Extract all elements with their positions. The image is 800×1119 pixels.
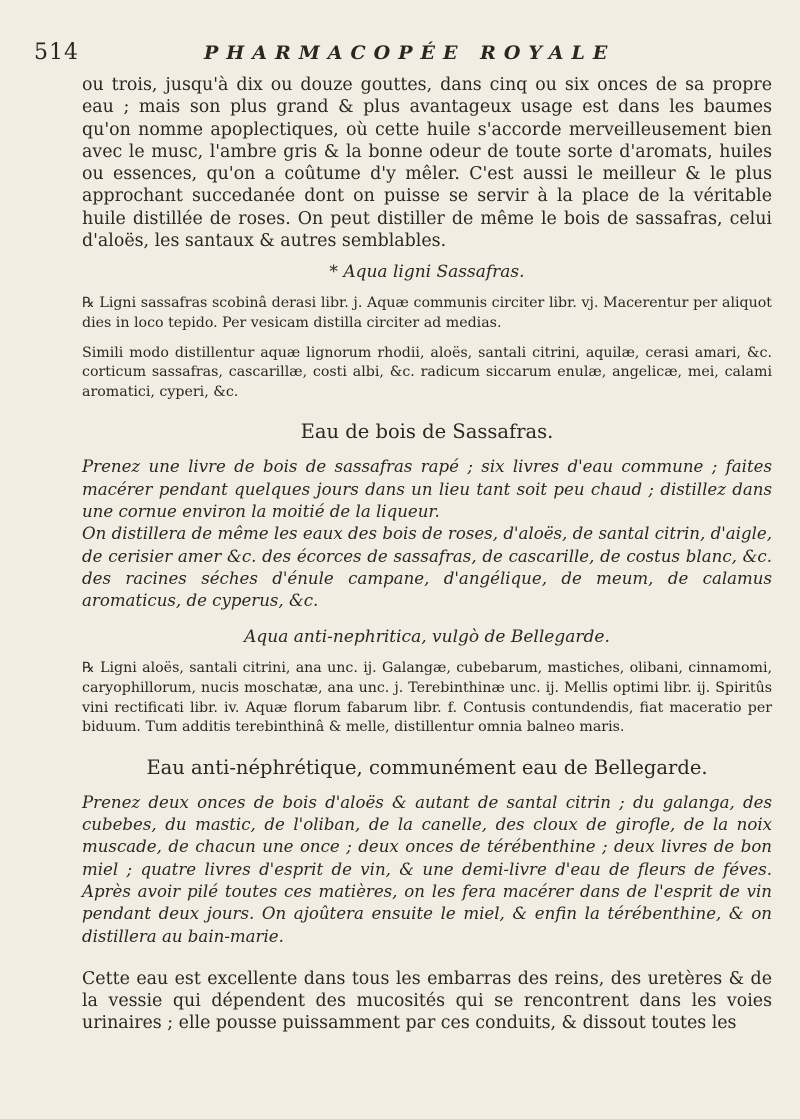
- french-recipe-bellegarde: Prenez deux onces de bois d'aloës & autant de santal citrin ; du galanga, des cubebes, du mastic, de l'oliban, de la canelle, des cloux de girofle, de la noix muscade, de chacun une once ; deux onces de térébenthine ; deux livres de bon miel ; quatre livres d'esprit de vin, & une demi-livre d'eau de fleurs de féves. Après avoir pilé toutes ces matières, on les fera macérer dans de l'esprit de vin pendant deux jours. On ajoûtera ensuite le miel, & enfin la térébenthine, & on distillera au bain-marie.: [82, 792, 772, 946]
- french-recipe-sassafras: Prenez une livre de bois de sassafras rapé ; six livres d'eau commune ; faites macérer pendant quelques jours dans un lieu tant soit peu chaud ; distillez dans une cornue environ la moitié de la liqueur.: [82, 457, 772, 521]
- heading-eau-de-bois-de-sassafras: Eau de bois de Sassafras.: [300, 420, 554, 444]
- paragraph-intro: ou trois, jusqu'à dix ou douze gouttes, dans cinq ou six onces de sa propre eau ; mais son plus grand & plus avantageux usage est dans les baumes qu'on nomme apoplectiques, où cette huile s'accorde merveilleusement bien avec le musc, l'ambre gris & la bonne odeur de toute sorte d'aromats, huiles ou essences, qu'on a coûtume d'y mêler. C'est aussi le meilleur & le plus approchant succedanée dont on puisse se servir à la place de la véritable huile distillée de roses. On peut distiller de même le bois de sassafras, celui d'aloës, les santaux & autres semblables.: [82, 75, 772, 252]
- heading-aqua-anti-nephritica: Aqua anti-nephritica, vulgò de Bellegarde.: [244, 627, 610, 648]
- french-recipe-other-woods: On distillera de même les eaux des bois de roses, d'aloës, de santal citrin, d'aigle, de cerisier amer &c. des écorces de sassafras, de cascarille, de costus blanc, &c. des racines séches d'énule campane, d'angélique, de meum, de calamus aromaticus, de cyperus, &c.: [82, 524, 772, 611]
- latin-recipe-bellegarde: ℞ Ligni aloës, santali citrini, ana unc. ij. Galangæ, cubebarum, mastiches, olibani, cinnamomi, caryophillorum, nucis moschatæ, ana unc. j. Terebinthinæ unc. ij. Mellis optimi libr. ij. Spiritûs vini rectificati libr. iv. Aquæ florum fabarum libr. f. Contusis contundendis, fiat maceratio per biduum. Tum additis terebinthinâ & melle, distillentur omnia balneo maris.: [82, 660, 772, 736]
- paragraph-conclusion: Cette eau est excellente dans tous les embarras des reins, des uretères & de la vessie qui dépendent des mucosités qui se rencontrent dans les voies urinaires ; elle pousse puissamment par ces conduits, & dissout toutes les: [82, 968, 772, 1034]
- heading-eau-anti-nephretique: Eau anti-néphrétique, communément eau de Bellegarde.: [146, 755, 708, 779]
- page-header: [28, 40, 770, 70]
- latin-recipe-simili-modo: Simili modo distillentur aquæ lignorum rhodii, aloës, santali citrini, aquilæ, cerasi amari, &c. corticum sassafras, cascarillæ, costi albi, &c. radicum siccarum enulæ, angelicæ, mei, calami aromatici, cyperi, &c.: [82, 344, 772, 400]
- heading-aqua-ligni-sassafras: * Aqua ligni Sassafras.: [329, 262, 525, 283]
- page-content: [82, 74, 772, 1035]
- page-number: 514: [34, 40, 79, 65]
- running-head: PHARMACOPÉE ROYALE: [204, 42, 616, 64]
- latin-recipe-sassafras: ℞ Ligni sassafras scobinâ derasi libr. j. Aquæ communis circiter libr. vj. Macerentur per aliquot dies in loco tepido. Per vesicam distilla circiter ad medias.: [82, 295, 772, 331]
